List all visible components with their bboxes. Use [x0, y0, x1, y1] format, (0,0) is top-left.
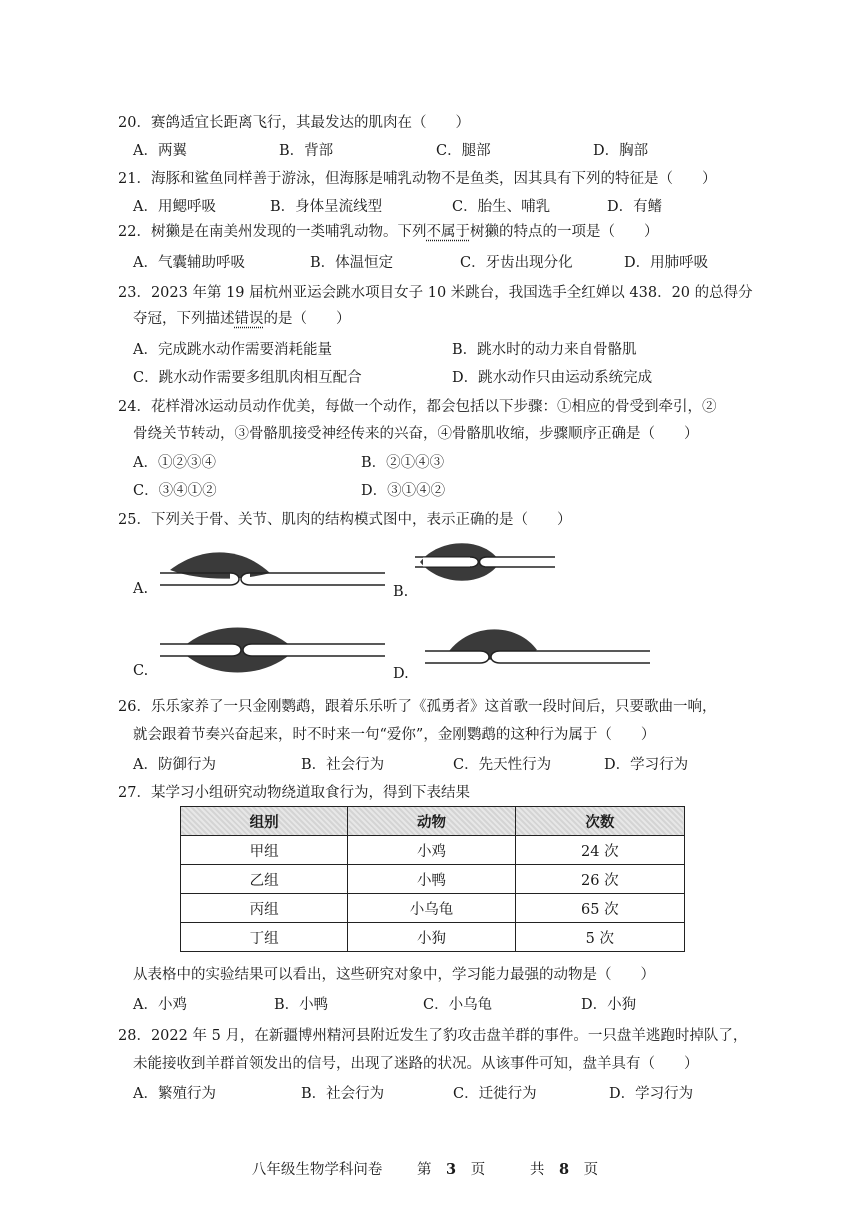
question-27-followup: 从表格中的实验结果可以看出，这些研究对象中，学习能力最强的动物是（ ）	[133, 967, 655, 983]
q24-option-c: C．③④①②	[133, 483, 217, 499]
table-header-row	[181, 807, 685, 836]
q22-option-c: C．牙齿出现分化	[460, 255, 573, 271]
table-cell: 甲组	[181, 836, 348, 865]
figure-option-c	[160, 615, 390, 685]
table-cell: 5 次	[515, 923, 684, 952]
question-26-stem-line2: 就会跟着节奏兴奋起来，时不时来一句“爱你”，金刚鹦鹉的这种行为属于（ ）	[133, 727, 656, 743]
question-26-stem-line1: 26．乐乐家养了一只金刚鹦鹉，跟着乐乐听了《孤勇者》这首歌一段时间后，只要歌曲一响，	[118, 699, 717, 715]
q23-option-b: B．跳水时的动力来自骨骼肌	[452, 342, 637, 358]
joint-left	[230, 573, 239, 585]
q20-option-b: B．背部	[279, 143, 334, 159]
q20-option-a: A．两翼	[133, 143, 187, 159]
question-25-stem: 25．下列关于骨、关节、肌肉的结构模式图中，表示正确的是（ ）	[118, 512, 572, 528]
q28-option-a: A．繁殖行为	[133, 1086, 216, 1102]
joint-right	[491, 651, 500, 663]
q20-option-c: C．腿部	[436, 143, 491, 159]
q28-option-b: B．社会行为	[301, 1086, 385, 1102]
footer-page: 第 3 页	[416, 1161, 486, 1178]
q27-option-d: D．小狗	[581, 997, 637, 1013]
figure-option-d	[425, 615, 655, 685]
q23-stem-part2: 的是（ ）	[263, 311, 351, 327]
question-21-stem: 21．海豚和鲨鱼同样善于游泳，但海豚是哺乳动物不是鱼类，因其具有下列的特征是（ ）	[118, 171, 717, 187]
table-cell: 24 次	[515, 836, 684, 865]
question-22-stem	[118, 222, 658, 242]
q22-option-a: A．气囊辅助呼吸	[133, 255, 245, 271]
figure-option-a	[160, 545, 390, 600]
question-23-stem-line1: 23．2023 年第 19 届杭州亚运会跳水项目女子 10 米跳台，我国选手全红婵以 438．20 的总得分	[118, 285, 753, 301]
q27-option-b: B．小鸭	[274, 997, 329, 1013]
table-cell: 丙组	[181, 894, 348, 923]
table-header-group: 组别	[181, 807, 348, 836]
table-row	[181, 865, 685, 894]
question-24-stem-line2: 骨绕关节转动，③骨骼肌接受神经传来的兴奋，④骨骼肌收缩，步骤顺序正确是（ ）	[133, 426, 699, 442]
table-cell: 65 次	[515, 894, 684, 923]
q23-stem-part1: 夺冠，下列描述	[133, 311, 235, 327]
table-cell: 小乌龟	[348, 894, 515, 923]
question-24-stem-line1: 24．花样滑冰运动员动作优美，每做一个动作，都会包括以下步骤：①相应的骨受到牵引，②	[118, 399, 717, 415]
question-28-stem-line2: 未能接收到羊群首领发出的信号，出现了迷路的状况。从该事件可知，盘羊具有（ ）	[133, 1056, 699, 1072]
question-27-stem: 27．某学习小组研究动物绕道取食行为，得到下表结果	[118, 785, 470, 801]
table-cell: 丁组	[181, 923, 348, 952]
q26-option-b: B．社会行为	[301, 757, 385, 773]
figure-option-b	[415, 535, 560, 590]
q26-option-d: D．学习行为	[604, 757, 689, 773]
q21-option-d: D．有鳍	[607, 199, 663, 215]
q22-stem-part2: 树獭的特点的一项是（ ）	[469, 224, 659, 240]
bone-left-shaft	[423, 558, 471, 567]
q22-stem-part1: 22．树獭是在南美州发现的一类哺乳动物。下列	[118, 224, 427, 240]
table-row	[181, 894, 685, 923]
q25-label-d: D.	[393, 666, 409, 682]
q22-option-d: D．用肺呼吸	[624, 255, 709, 271]
q22-option-b: B．体温恒定	[310, 255, 394, 271]
bone-left-shaft	[425, 651, 480, 663]
bone-right-shaft	[487, 558, 553, 567]
footer-total: 共 8 页	[529, 1161, 599, 1178]
q22-stem-emphasis: 不属于	[426, 224, 470, 240]
joint-right	[480, 557, 488, 567]
joint-right	[241, 573, 250, 585]
table-cell: 26 次	[515, 865, 684, 894]
q28-option-d: D．学习行为	[609, 1086, 694, 1102]
joint-left	[470, 557, 478, 567]
q24-option-a: A．①②③④	[133, 455, 216, 471]
q25-label-c: C.	[133, 663, 149, 679]
q23-stem-emphasis: 错误	[234, 311, 264, 327]
question-28-stem-line1: 28．2022 年 5 月，在新疆博州精河县附近发生了豹攻击盘羊群的事件。一只盘羊逃跑时掉队了，	[118, 1028, 748, 1044]
q23-option-d: D．跳水动作只由运动系统完成	[452, 370, 653, 386]
q25-label-a: A.	[133, 581, 149, 597]
q21-option-b: B．身体呈流线型	[270, 199, 383, 215]
bone-left-shaft	[160, 644, 232, 656]
q20-option-d: D．胸部	[593, 143, 649, 159]
table-cell: 小狗	[348, 923, 515, 952]
q24-option-b: B．②①④③	[361, 455, 445, 471]
q25-label-b: B.	[393, 584, 409, 600]
q26-option-c: C．先天性行为	[453, 757, 552, 773]
q23-option-a: A．完成跳水动作需要消耗能量	[133, 342, 332, 358]
q27-option-a: A．小鸡	[133, 997, 187, 1013]
table-header-animal: 动物	[348, 807, 515, 836]
page-footer	[0, 1158, 860, 1179]
q28-option-c: C．迁徙行为	[453, 1086, 537, 1102]
footer-subject: 八年级生物学科问卷	[251, 1162, 383, 1178]
joint-right	[243, 644, 252, 656]
table-cell: 小鸡	[348, 836, 515, 865]
q21-option-a: A．用鳃呼吸	[133, 199, 216, 215]
question-20-stem: 20．赛鸽适宜长距离飞行，其最发达的肌肉在（ ）	[118, 115, 470, 131]
results-table	[180, 806, 685, 952]
bone-right-shaft	[252, 644, 385, 656]
q24-option-d: D．③①④②	[361, 483, 446, 499]
bone-right-shaft	[500, 651, 650, 663]
table-cell: 小鸭	[348, 865, 515, 894]
joint-left	[232, 644, 241, 656]
question-23-stem-line2	[133, 309, 351, 329]
q27-option-c: C．小乌龟	[423, 997, 493, 1013]
q23-option-c: C．跳水动作需要多组肌肉相互配合	[133, 370, 362, 386]
q26-option-a: A．防御行为	[133, 757, 216, 773]
table-row	[181, 836, 685, 865]
table-cell: 乙组	[181, 865, 348, 894]
q21-option-c: C．胎生、哺乳	[452, 199, 551, 215]
table-header-count: 次数	[515, 807, 684, 836]
joint-left	[480, 651, 489, 663]
table-row	[181, 923, 685, 952]
bone-right	[250, 573, 385, 585]
muscle-belly	[170, 552, 270, 578]
